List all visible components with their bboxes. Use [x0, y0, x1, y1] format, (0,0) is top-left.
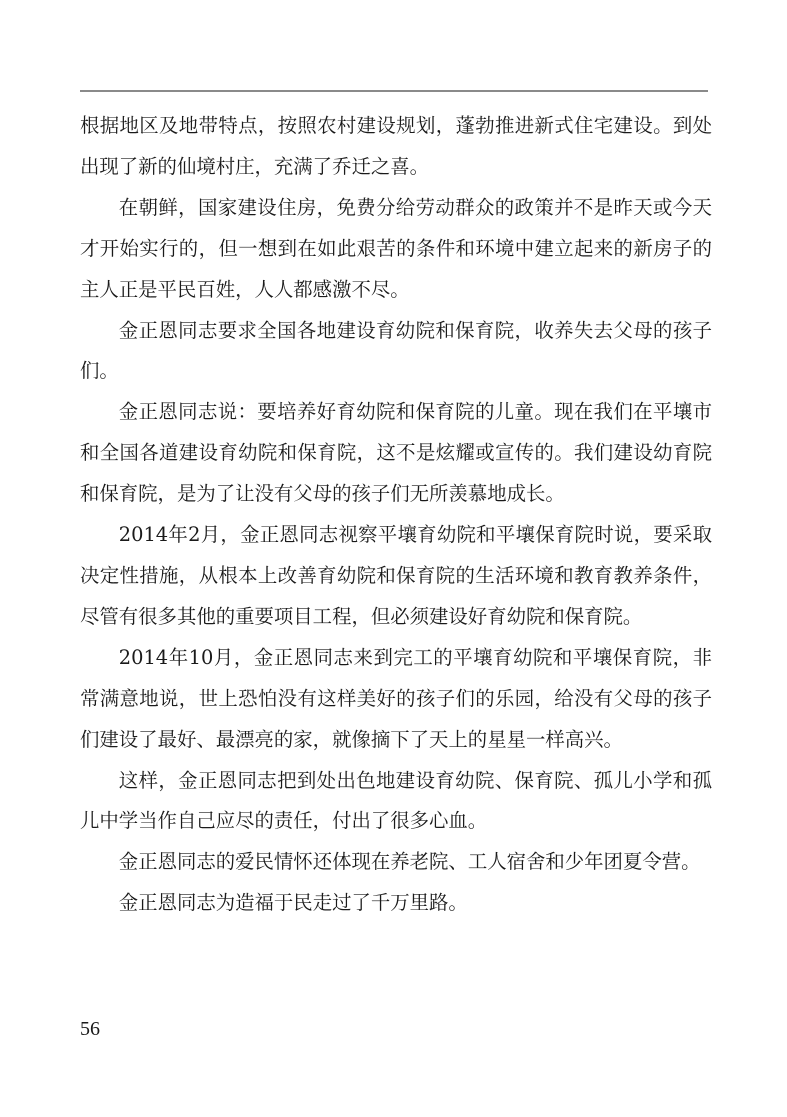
paragraph: 金正恩同志的爱民情怀还体现在养老院、工人宿舍和少年团夏令营。 — [118, 850, 701, 874]
page-number: 56 — [80, 1018, 100, 1040]
paragraph: 金正恩同志说：要培养好育幼院和保育院的儿童。现在我们在平壤市和全国各道建设育幼院和保育院，这不是炫耀或宣传的。我们建设幼育院和保育院，是为了让没有父母的孩子们无所羡慕地成长。 — [80, 400, 712, 506]
paragraph: 2014年10月，金正恩同志来到完工的平壤育幼院和平壤保育院，非常满意地说，世上恐怕没有这样美好的孩子们的乐园，给没有父母的孩子们建设了最好、最漂亮的家，就像摘下了天上的星星一样高兴。 — [80, 645, 712, 751]
paragraph: 金正恩同志要求全国各地建设育幼院和保育院，收养失去父母的孩子们。 — [80, 318, 712, 383]
paragraph: 金正恩同志为造福于民走过了千万里路。 — [118, 891, 468, 915]
paragraph: 在朝鲜，国家建设住房，免费分给劳动群众的政策并不是昨天或今天才开始实行的，但一想到在如此艰苦的条件和环境中建立起来的新房子的主人正是平民百姓，人人都感激不尽。 — [80, 195, 712, 301]
body-text — [80, 106, 712, 924]
paragraph: 根据地区及地带特点，按照农村建设规划，蓬勃推进新式住宅建设。到处出现了新的仙境村庄，充满了乔迁之喜。 — [80, 114, 712, 178]
paragraph: 2014年2月，金正恩同志视察平壤育幼院和平壤保育院时说，要采取决定性措施，从根本上改善育幼院和保育院的生活环境和教育教养条件，尽管有很多其他的重要项目工程，但必须建设好育幼院和保育院。 — [80, 523, 712, 628]
paragraph: 这样，金正恩同志把到处出色地建设育幼院、保育院、孤儿小学和孤儿中学当作自己应尽的责任，付出了很多心血。 — [80, 768, 712, 833]
header-rule — [80, 90, 708, 92]
